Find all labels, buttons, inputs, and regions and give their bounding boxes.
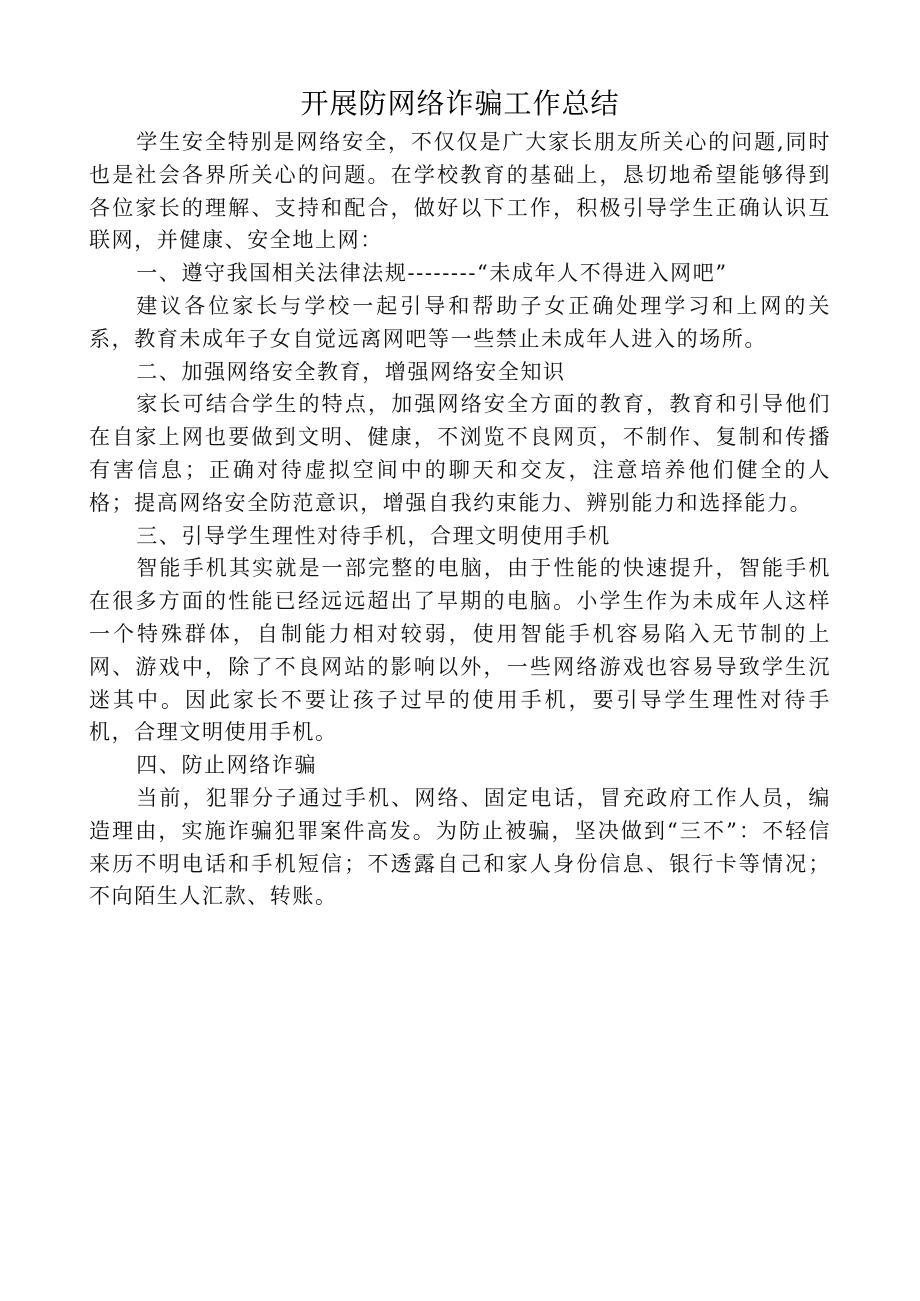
- section-3-body: 智能手机其实就是一部完整的电脑，由于性能的快速提升，智能手机在很多方面的性能已经远远超出了早期的电脑。小学生作为未成年人这样一个特殊群体，自制能力相对较弱，使用智能手机容易陷入无节制的上网、游戏中，除了不良网站的影响以外，一些网络游戏也容易导致学生沉迷其中。因此家长不要让孩子过早的使用手机，要引导学生理性对待手机，合理文明使用手机。: [89, 556, 831, 745]
- section-3-heading: 三、引导学生理性对待手机，合理文明使用手机: [136, 523, 611, 548]
- section-1-body: 建议各位家长与学校一起引导和帮助子女正确处理学习和上网的关系，教育未成年子女自觉远离网吧等一些禁止未成年人进入的场所。: [89, 293, 831, 351]
- document-body: [89, 126, 831, 913]
- section-4-heading: 四、防止网络诈骗: [136, 753, 318, 778]
- section-1-heading: 一、遵守我国相关法律法规--------“未成年人不得进入网吧”: [136, 261, 728, 286]
- section-4-body: 当前，犯罪分子通过手机、网络、固定电话，冒充政府工作人员，编造理由，实施诈骗犯罪案件高发。为防止被骗，坚决做到“三不”：不轻信来历不明电话和手机短信；不透露自己和家人身份信息、银行卡等情况；不向陌生人汇款、转账。: [89, 785, 831, 909]
- section-2-body: 家长可结合学生的特点，加强网络安全方面的教育，教育和引导他们在自家上网也要做到文明、健康，不浏览不良网页，不制作、复制和传播有害信息；正确对待虚拟空间中的聊天和交友，注意培养他们健全的人格；提高网络安全防范意识，增强自我约束能力、辨别能力和选择能力。: [89, 392, 831, 515]
- document-title: 开展防网络诈骗工作总结: [300, 87, 620, 120]
- intro-paragraph: 学生安全特别是网络安全，不仅仅是广大家长朋友所关心的问题,同时也是社会各界所关心的问题。在学校教育的基础上，恳切地希望能够得到各位家长的理解、支持和配合，做好以下工作，积极引导学生正确认识互联网，并健康、安全地上网：: [89, 130, 831, 253]
- section-2-heading: 二、加强网络安全教育，增强网络安全知识: [136, 359, 566, 384]
